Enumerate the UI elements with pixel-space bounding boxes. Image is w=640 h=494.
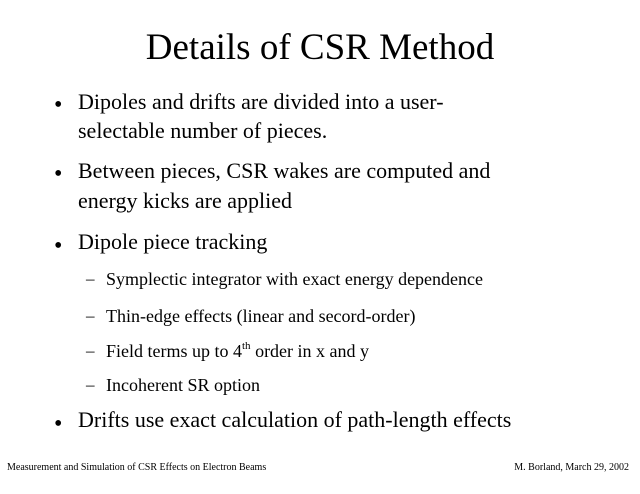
subbullet-3	[106, 340, 369, 362]
bullet-marker: •	[54, 233, 63, 259]
footer-title: Measurement and Simulation of CSR Effects on Electron Beams	[7, 462, 267, 473]
subbullet-3-text-start: Field terms up to 4	[106, 341, 242, 361]
subbullet-4: Incoherent SR option	[106, 375, 260, 395]
subbullet-1: Symplectic integrator with exact energy dependence	[106, 269, 484, 289]
footer-author-date: M. Borland, March 29, 2002	[514, 462, 629, 473]
bullet-1-line-2: selectable number of pieces.	[78, 118, 328, 143]
subbullet-marker: –	[86, 306, 95, 325]
bullet-marker: •	[54, 92, 63, 118]
bullet-3-line-1: Dipole piece tracking	[78, 229, 268, 254]
bullet-marker: •	[54, 411, 63, 437]
subbullet-3-superscript: th	[242, 340, 251, 352]
subbullet-marker: –	[86, 341, 95, 360]
subbullet-2: Thin-edge effects (linear and secord-order)	[106, 306, 416, 326]
bullet-1-line-1: Dipoles and drifts are divided into a user-	[78, 89, 444, 114]
subbullet-3-text-end: order in x and y	[250, 341, 370, 361]
bullet-marker: •	[54, 161, 63, 187]
slide-title: Details of CSR Method	[145, 27, 495, 68]
subbullet-marker: –	[86, 269, 95, 288]
bullet-2-line-2: energy kicks are applied	[78, 188, 293, 213]
subbullet-marker: –	[86, 375, 95, 394]
bullet-4-line-1: Drifts use exact calculation of path-length effects	[78, 407, 512, 432]
bullet-2-line-1: Between pieces, CSR wakes are computed and	[78, 158, 491, 183]
